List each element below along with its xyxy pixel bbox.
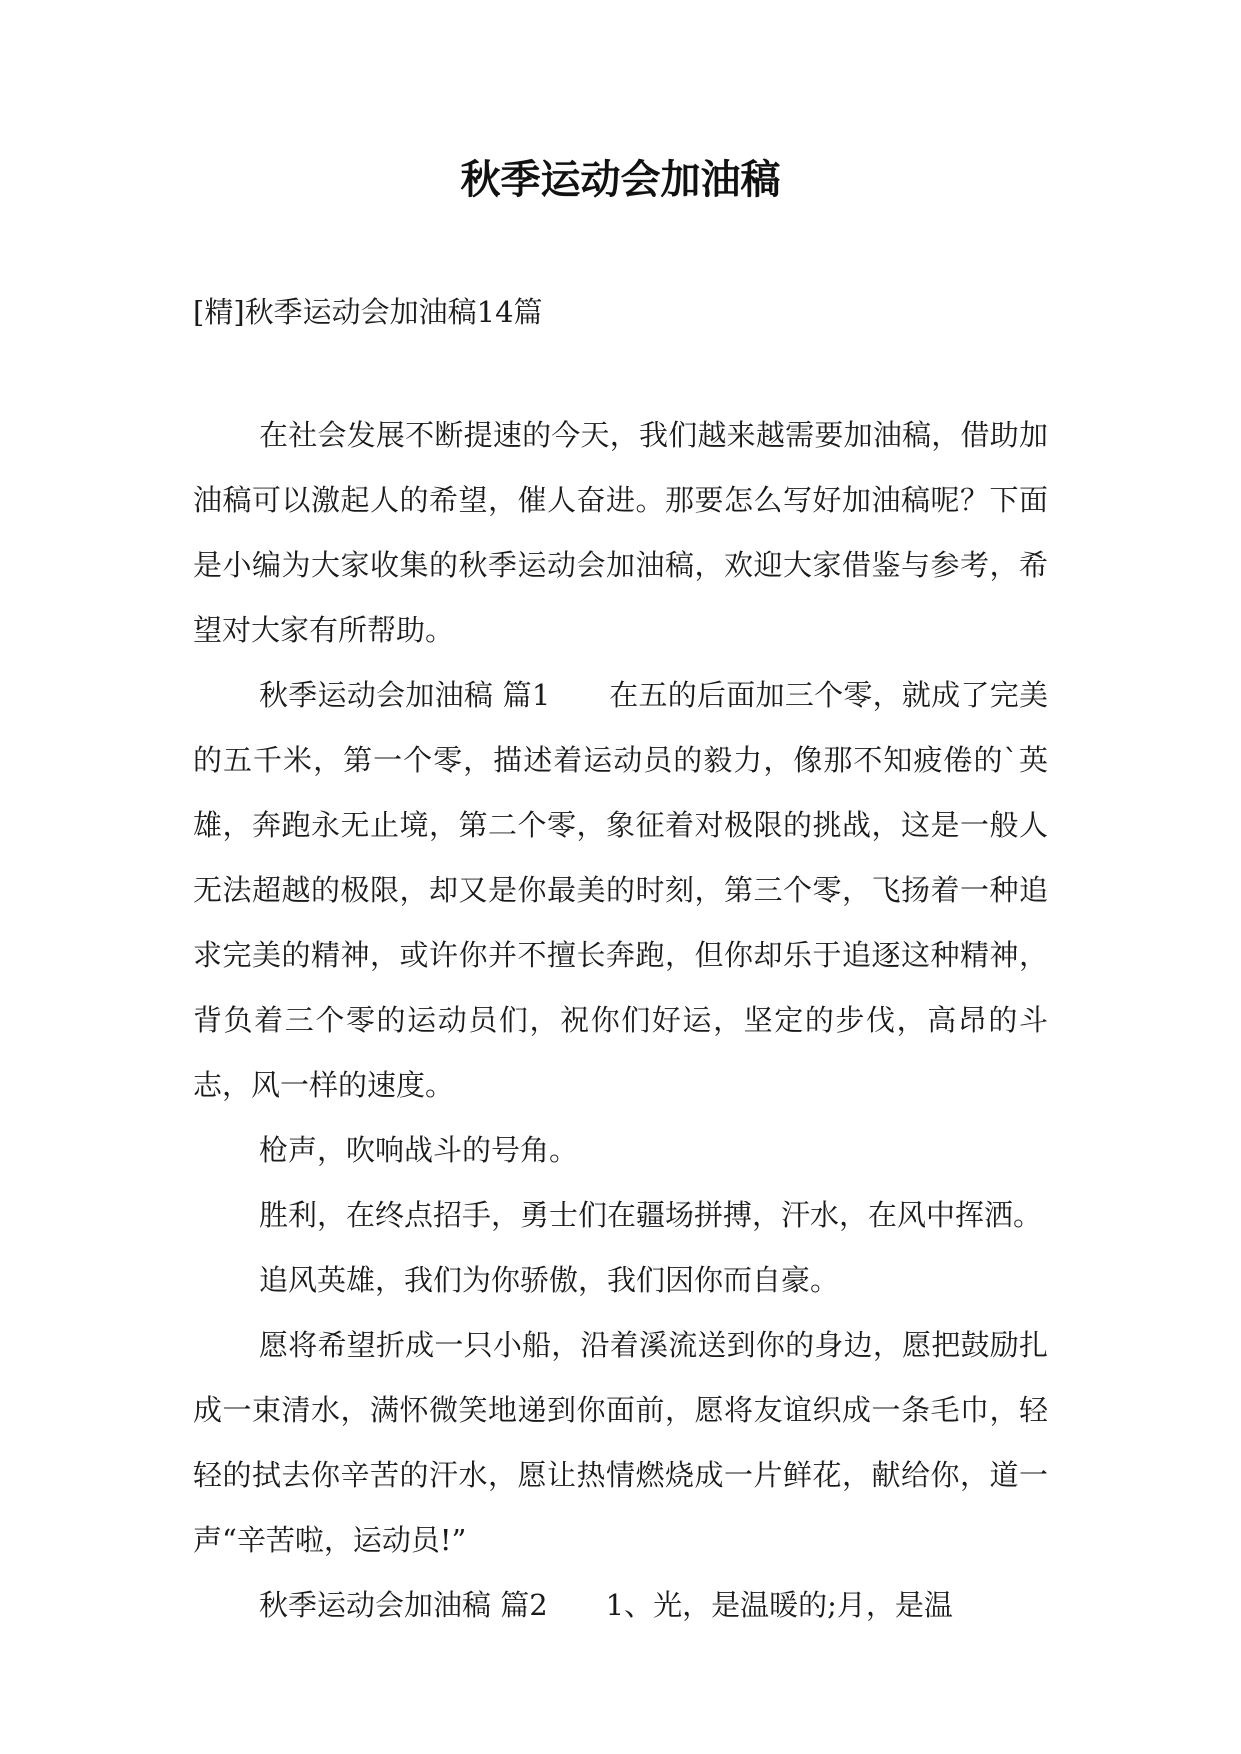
paragraph-intro: 在社会发展不断提速的今天，我们越来越需要加油稿，借助加油稿可以激起人的希望，催人奋进。那要怎么写好加油稿呢？下面是小编为大家收集的秋季运动会加油稿，欢迎大家借鉴与参考，希望对大家有所帮助。 bbox=[193, 418, 1048, 647]
paragraph-section-1: 秋季运动会加油稿 篇1 在五的后面加三个零，就成了完美的五千米，第一个零，描述着运动员的毅力，像那不知疲倦的`英雄，奔跑永无止境，第二个零，象征着对极限的挑战，这是一般人无法超越的极限，却又是你最美的时刻，第三个零，飞扬着一种追求完美的精神，或许你并不擅长奔跑，但你却乐于追逐这种精神，背负着三个零的运动员们，祝你们好运，坚定的步伐，高昂的斗志，风一样的速度。 bbox=[193, 678, 1048, 1102]
paragraph-gunshot: 枪声，吹响战斗的号角。 bbox=[259, 1133, 579, 1167]
paragraph-section-2: 秋季运动会加油稿 篇2 1、光，是温暖的;月，是温 bbox=[259, 1588, 953, 1622]
document-title: 秋季运动会加油稿 bbox=[460, 157, 781, 203]
paragraph-victory: 胜利，在终点招手，勇士们在疆场拼搏，汗水，在风中挥洒。 bbox=[259, 1198, 1043, 1232]
paragraph-wishes: 愿将希望折成一只小船，沿着溪流送到你的身边，愿把鼓励扎成一束清水，满怀微笑地递到你面前，愿将友谊织成一条毛巾，轻轻的拭去你辛苦的汗水，愿让热情燃烧成一片鲜花，献给你，道一声“辛苦啦，运动员!” bbox=[193, 1328, 1048, 1557]
paragraph-hero: 追风英雄，我们为你骄傲，我们因你而自豪。 bbox=[259, 1263, 840, 1297]
document-body bbox=[193, 403, 1048, 1638]
document-subtitle: [精]秋季运动会加油稿14篇 bbox=[193, 295, 543, 329]
